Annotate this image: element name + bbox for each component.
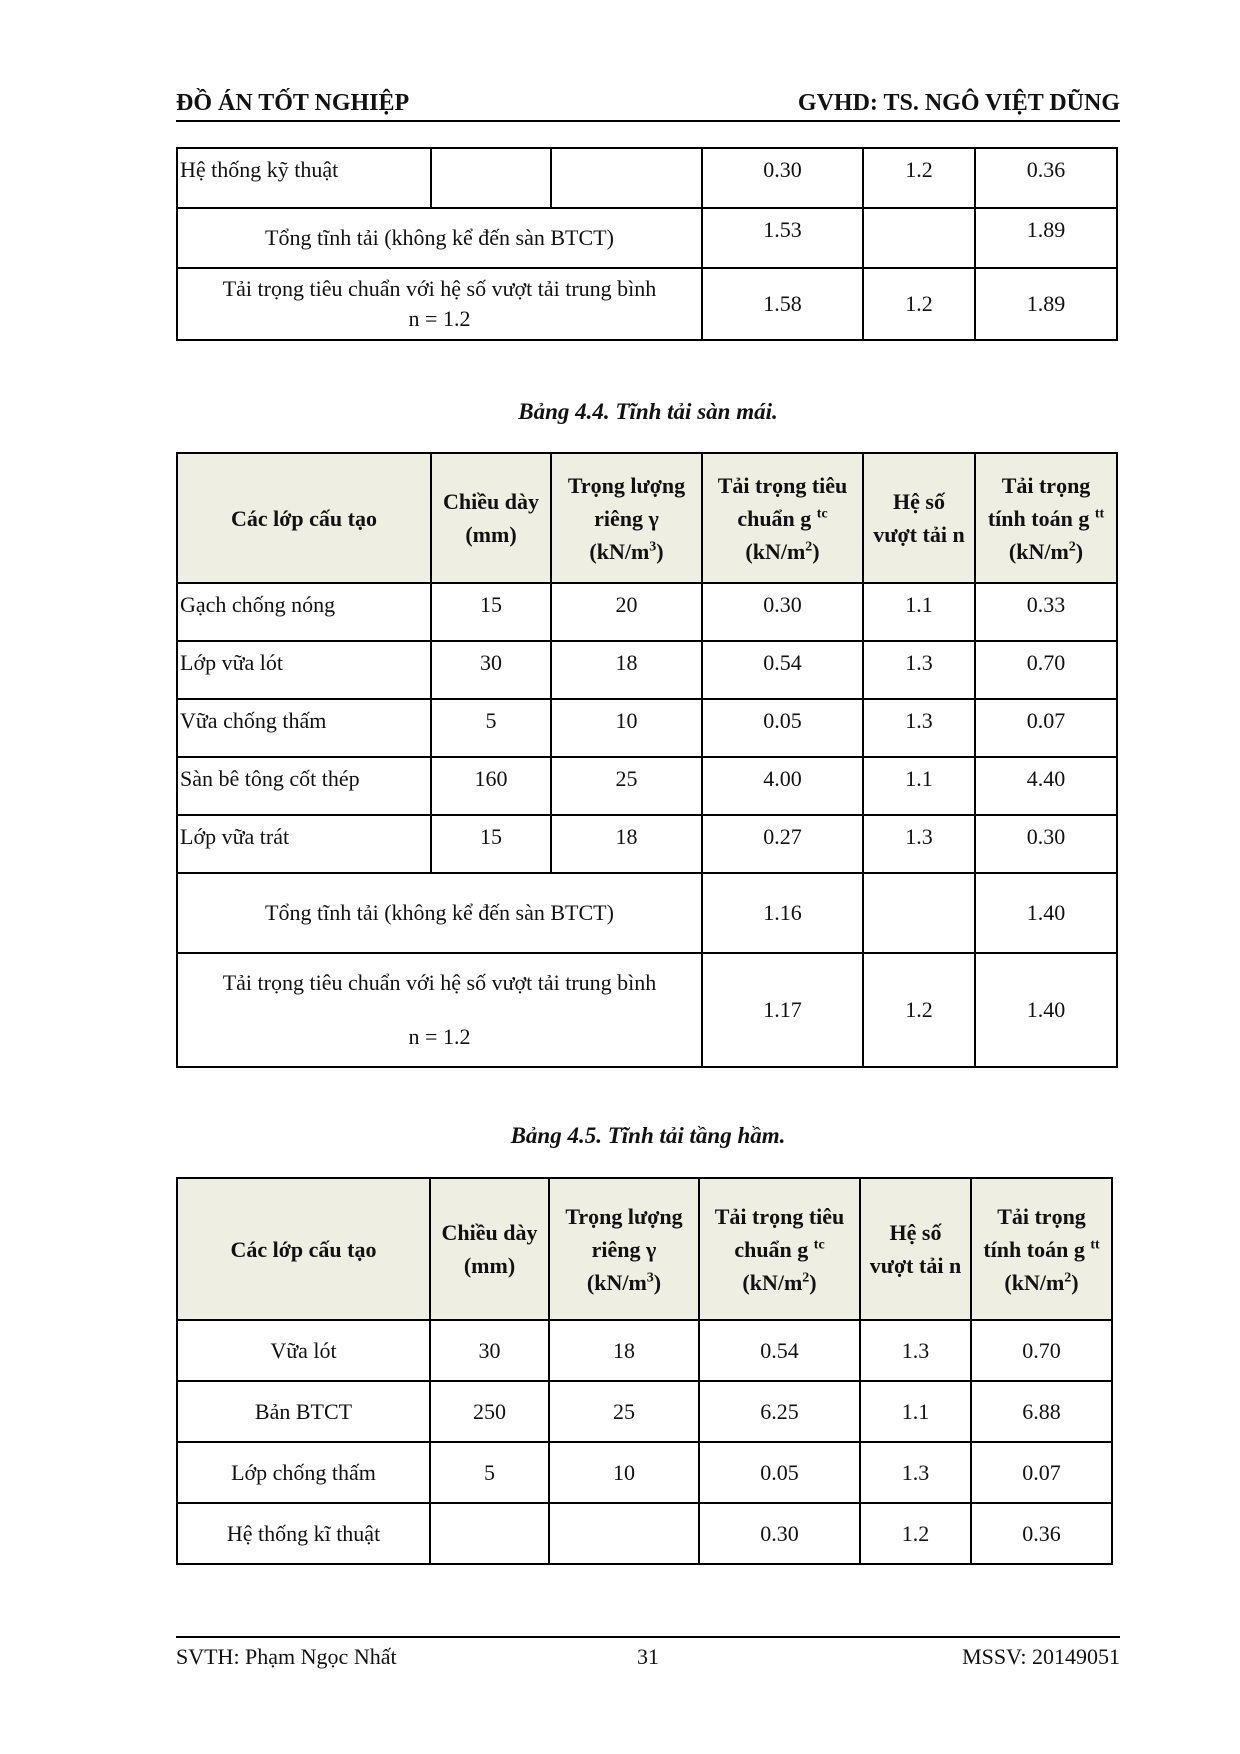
table-caption-4-4: Bảng 4.4. Tĩnh tải sàn mái.	[518, 399, 778, 424]
cell-n: 1.3	[860, 1320, 971, 1381]
page-footer	[176, 1636, 1120, 1670]
page-number: 31	[637, 1644, 659, 1669]
cell-layer: Lớp chống thấm	[177, 1442, 430, 1503]
cell-standard-gtc: 1.17	[702, 953, 863, 1067]
cell-standard-n: 1.2	[863, 268, 975, 340]
cell-standard-n: 1.2	[863, 953, 975, 1067]
footer-student: SVTH: Phạm Ngọc Nhất	[176, 1644, 397, 1669]
cell-gtc: 4.00	[702, 757, 863, 815]
cell-gtc: 0.05	[702, 699, 863, 757]
cell-gtt: 0.36	[975, 148, 1117, 208]
table-header-row	[177, 1178, 1112, 1320]
table-row	[177, 583, 1117, 641]
cell-gtc: 0.30	[702, 148, 863, 208]
cell-thickness: 30	[430, 1320, 549, 1381]
cell-n: 1.2	[863, 148, 975, 208]
table-row	[177, 1442, 1112, 1503]
cell-total-label: Tổng tĩnh tải (không kể đến sàn BTCT)	[177, 873, 702, 953]
cell-n: 1.3	[863, 699, 975, 757]
table-4-5	[176, 1177, 1113, 1565]
cell-gtt: 0.33	[975, 583, 1117, 641]
cell-n: 1.3	[860, 1442, 971, 1503]
cell-total-gtt: 1.40	[975, 873, 1117, 953]
cell-thickness: 5	[431, 699, 551, 757]
cell-gtt: 4.40	[975, 757, 1117, 815]
cell-total-n	[863, 873, 975, 953]
cell-n: 1.3	[863, 641, 975, 699]
standard-label-line1: Tải trọng tiêu chuẩn với hệ số vượt tải trung bình	[222, 970, 657, 995]
cell-gtc: 0.05	[699, 1442, 860, 1503]
cell-gtc: 6.25	[699, 1381, 860, 1442]
table-row	[177, 148, 1117, 208]
cell-thickness: 15	[431, 583, 551, 641]
cell-density: 25	[549, 1381, 699, 1442]
standard-label-line2: n = 1.2	[408, 1024, 471, 1049]
cell-standard-gtt: 1.40	[975, 953, 1117, 1067]
cell-density: 10	[551, 699, 702, 757]
table-caption-4-5: Bảng 4.5. Tĩnh tải tầng hầm.	[510, 1123, 786, 1148]
cell-density: 18	[551, 641, 702, 699]
cell-n: 1.1	[860, 1381, 971, 1442]
cell-layer: Vữa chống thấm	[177, 699, 431, 757]
table-4-4	[176, 452, 1118, 1068]
cell-total-gtt: 1.89	[975, 208, 1117, 268]
col-header-layer: Các lớp cấu tạo	[177, 1178, 430, 1320]
cell-n: 1.3	[863, 815, 975, 873]
cell-layer: Hệ thống kỹ thuật	[177, 148, 431, 208]
cell-density: 10	[549, 1442, 699, 1503]
cell-total-n	[863, 208, 975, 268]
cell-density: 25	[551, 757, 702, 815]
cell-total-gtc: 1.53	[702, 208, 863, 268]
cell-standard-gtt: 1.89	[975, 268, 1117, 340]
table-row-total	[177, 873, 1117, 953]
cell-thickness: 5	[430, 1442, 549, 1503]
header-title: ĐỒ ÁN TỐT NGHIỆP	[176, 90, 410, 116]
col-header-n: Hệ số vượt tải n	[863, 453, 975, 583]
col-header-layer: Các lớp cấu tạo	[177, 453, 431, 583]
col-header-density: Trọng lượng riêng γ $(kN/m^3)$	[549, 1178, 699, 1320]
cell-gtt: 0.70	[971, 1320, 1112, 1381]
cell-thickness: 30	[431, 641, 551, 699]
col-header-density: Trọng lượng riêng γ $(kN/m^3)$	[551, 453, 702, 583]
cell-gtt: 0.30	[975, 815, 1117, 873]
col-header-gtc: Tải trọng tiêu chuẩn g $^{tc}$ $(kN/m^2)$	[702, 453, 863, 583]
table-continuation	[176, 147, 1118, 341]
cell-gtt: 0.70	[975, 641, 1117, 699]
cell-density: 20	[551, 583, 702, 641]
cell-thickness	[430, 1503, 549, 1564]
cell-gtc: 0.30	[702, 583, 863, 641]
cell-density	[549, 1503, 699, 1564]
header-advisor: GVHD: TS. NGÔ VIỆT DŨNG	[797, 90, 1120, 116]
table-row	[177, 699, 1117, 757]
cell-gtc: 0.54	[702, 641, 863, 699]
table-row-standard	[177, 268, 1117, 340]
table-row	[177, 815, 1117, 873]
cell-n: 1.2	[860, 1503, 971, 1564]
cell-layer: Lớp vữa trát	[177, 815, 431, 873]
table-row	[177, 1381, 1112, 1442]
standard-label-line1: Tải trọng tiêu chuẩn với hệ số vượt tải trung bình	[222, 276, 657, 301]
col-header-gtt: Tải trọng tính toán g $^{tt}$ $(kN/m^2)$	[975, 453, 1117, 583]
cell-total-label: Tổng tĩnh tải (không kể đến sàn BTCT)	[177, 208, 702, 268]
cell-layer: Sàn bê tông cốt thép	[177, 757, 431, 815]
table-row	[177, 1320, 1112, 1381]
cell-gtt: 0.07	[971, 1442, 1112, 1503]
col-header-gtt: Tải trọng tính toán g $^{tt}$ $(kN/m^2)$	[971, 1178, 1112, 1320]
cell-density	[551, 148, 702, 208]
table-row-total	[177, 208, 1117, 268]
cell-gtc: 0.54	[699, 1320, 860, 1381]
cell-thickness: 160	[431, 757, 551, 815]
standard-label-line2: n = 1.2	[408, 306, 471, 331]
page-header	[176, 86, 1120, 122]
cell-n: 1.1	[863, 757, 975, 815]
cell-density: 18	[549, 1320, 699, 1381]
col-header-thickness: Chiều dày (mm)	[431, 453, 551, 583]
table-row	[177, 757, 1117, 815]
cell-total-gtc: 1.16	[702, 873, 863, 953]
col-header-n: Hệ số vượt tải n	[860, 1178, 971, 1320]
footer-student-id: MSSV: 20149051	[962, 1644, 1120, 1669]
table-row-standard	[177, 953, 1117, 1067]
cell-density: 18	[551, 815, 702, 873]
cell-layer: Hệ thống kĩ thuật	[177, 1503, 430, 1564]
cell-gtc: 0.30	[699, 1503, 860, 1564]
cell-layer: Gạch chống nóng	[177, 583, 431, 641]
cell-standard-label	[177, 268, 702, 340]
table-header-row	[177, 453, 1117, 583]
cell-standard-gtc: 1.58	[702, 268, 863, 340]
cell-layer: Vữa lót	[177, 1320, 430, 1381]
col-header-gtc: Tải trọng tiêu chuẩn g $^{tc}$ $(kN/m^2)$	[699, 1178, 860, 1320]
cell-layer: Lớp vữa lót	[177, 641, 431, 699]
table-row	[177, 641, 1117, 699]
cell-gtc: 0.27	[702, 815, 863, 873]
cell-standard-label	[177, 953, 702, 1067]
cell-gtt: 0.36	[971, 1503, 1112, 1564]
cell-layer: Bản BTCT	[177, 1381, 430, 1442]
cell-n: 1.1	[863, 583, 975, 641]
table-row	[177, 1503, 1112, 1564]
col-header-thickness: Chiều dày (mm)	[430, 1178, 549, 1320]
cell-thickness: 250	[430, 1381, 549, 1442]
cell-gtt: 0.07	[975, 699, 1117, 757]
cell-thickness	[431, 148, 551, 208]
cell-gtt: 6.88	[971, 1381, 1112, 1442]
cell-thickness: 15	[431, 815, 551, 873]
